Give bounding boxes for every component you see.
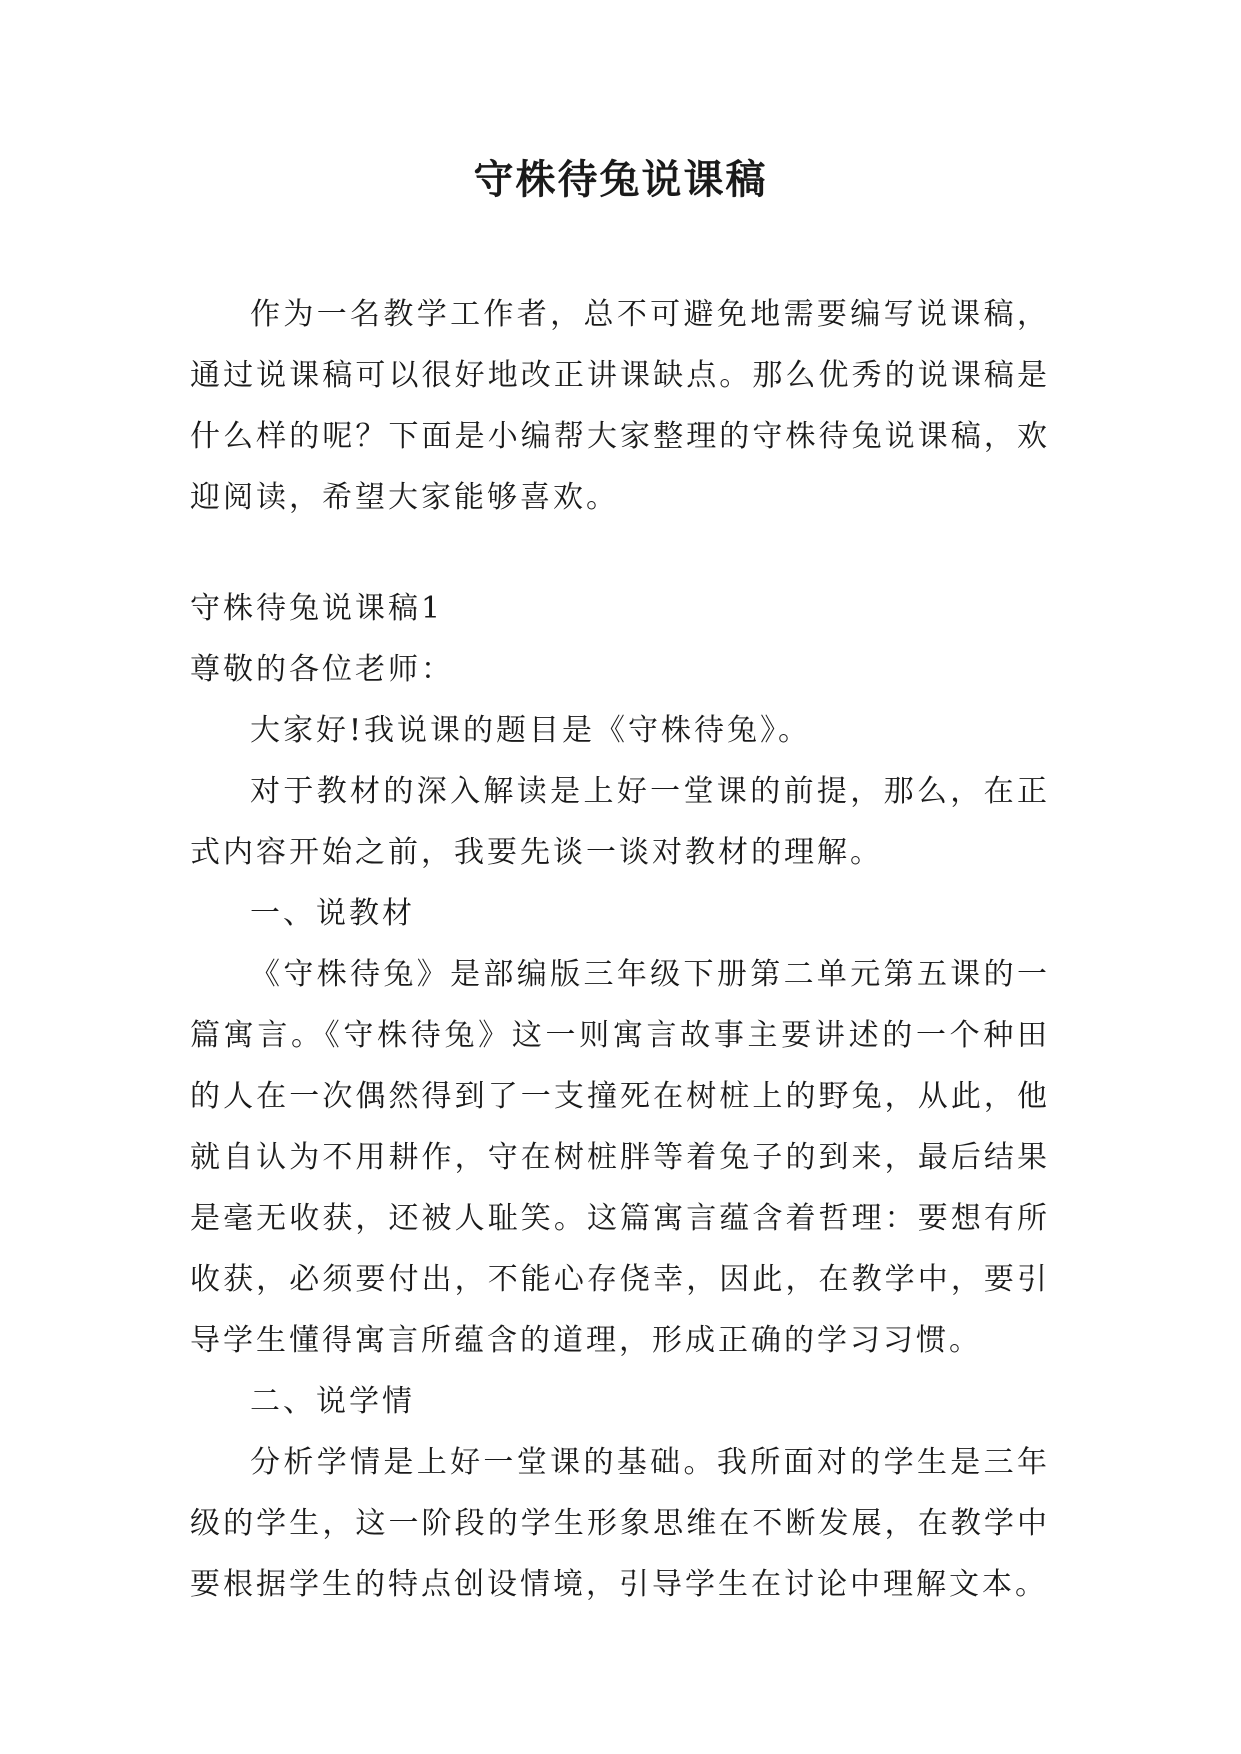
heading-students: 二、说学情 — [250, 1384, 415, 1419]
section-heading: 守株待兔说课稿1 — [190, 591, 444, 626]
heading-textbook: 一、说教材 — [250, 896, 415, 931]
document-title: 守株待兔说课稿 — [473, 156, 768, 203]
paragraph-greeting: 大家好!我说课的题目是《守株待兔》。 — [250, 713, 812, 748]
salutation: 尊敬的各位老师： — [190, 652, 454, 687]
section-1 — [190, 578, 1050, 1615]
paragraph-students: 分析学情是上好一堂课的基础。我所面对的学生是三年级的学生，这一阶段的学生形象思维在不断发展，在教学中要根据学生的特点创设情境，引导学生在讨论中理解文本。 — [190, 1445, 1050, 1602]
paragraph-textbook: 《守株待兔》是部编版三年级下册第二单元第五课的一篇寓言。《守株待兔》这一则寓言故事主要讲述的一个种田的人在一次偶然得到了一支撞死在树桩上的野兔，从此，他就自认为不用耕作，守在树桩胖等着兔子的到来，最后结果是毫无收获，还被人耻笑。这篇寓言蕴含着哲理：要想有所收获，必须要付出，不能心存侥幸，因此，在教学中，要引导学生懂得寓言所蕴含的道理，形成正确的学习习惯。 — [190, 957, 1050, 1358]
intro-paragraph: 作为一名教学工作者，总不可避免地需要编写说课稿，通过说课稿可以很好地改正讲课缺点。那么优秀的说课稿是什么样的呢？下面是小编帮大家整理的守株待兔说课稿，欢迎阅读，希望大家能够喜欢。 — [190, 297, 1050, 515]
paragraph-preface: 对于教材的深入解读是上好一堂课的前提，那么，在正式内容开始之前，我要先谈一谈对教材的理解。 — [190, 774, 1050, 870]
